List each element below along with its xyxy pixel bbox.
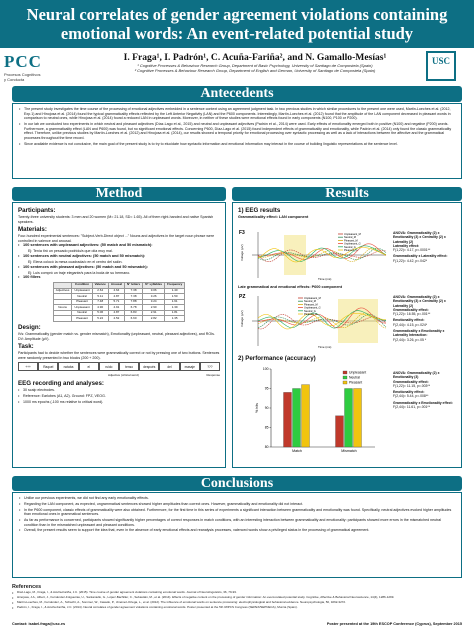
accuracy-bar — [354, 389, 362, 448]
conclusion-item: • Unlike our previous experiments, we did not find any early emotionality effects. — [19, 496, 455, 501]
accuracy-legend-label: Neutral — [349, 375, 360, 380]
table-cell: Pleasant — [72, 316, 92, 322]
lan-ylabel: Voltage (μV) — [240, 244, 244, 261]
task-text: Participants had to decide whether the sentences were grammatically correct or not by pressing one of two buttons. Sentences were randomly presented in two blocks (200 + 200). — [18, 351, 220, 360]
p600-erp-svg — [238, 293, 388, 349]
table-cell: 7.88 — [124, 299, 142, 305]
table-row — [53, 316, 185, 322]
accuracy-x-tick-label: Mismatch — [341, 449, 357, 453]
material-example: Ej: Elena colocó la mesa cuadrada/o en el centro del salón. — [28, 259, 123, 264]
eeg-item: • 1000 ms epochs (-100 ms relative to critical word). — [18, 400, 220, 405]
legend-label: Pleasant_G — [344, 249, 358, 252]
p600-xlabel: Time (ms) — [318, 345, 332, 349]
legend-label: Pleasant_G — [304, 313, 318, 316]
conclusion-item: • Overall, the present results seem to support the idea that, even in the absence of early emotional effects and reanalysis processes, valenced words show a privileged status in the processing of grammatical agreement. — [19, 528, 455, 533]
lan-plot — [238, 229, 388, 281]
eeg-item: • 30 scalp electrodes. — [18, 388, 220, 393]
table-cell: Unpleasant — [72, 288, 92, 294]
table-cell: 1.35 — [165, 316, 185, 322]
usc-logo — [426, 51, 468, 81]
table-cell: 4.90 — [92, 305, 108, 311]
eeg-results-title: 1) EEG results — [238, 207, 281, 214]
stat-heading: Emotionality effect: — [393, 318, 425, 323]
stat-heading: ANOVA: Grammaticality (2) x Emotionality (3) — [393, 371, 440, 380]
legend-label: Pleasant_M — [344, 239, 358, 243]
reference-item: • Martín-Loeches, M., Fernández, A., Schacht, A., Sommer, W., Casado, P., Jiménez-Ortega, L., et al. (2012). The influence of emotional words on sentence processing: electrophysiological and behavioral evidence. Neuropsychologia, 50, 3262-3272. — [12, 601, 462, 605]
table-header-cell: N° letters — [124, 282, 142, 288]
pcc-logo — [4, 52, 84, 82]
pcc-logo-sub2: y Conducta — [4, 77, 25, 82]
legend-label: Pleasant_M — [304, 303, 318, 307]
antecedent-item: • The present study investigates the time course of the processing of emotional adjectives embedded in a sentence context using an agreement judgment task. In two previous studies in which similar procedures to the present one were used, Martin-Loeches et al. (2012, Exp.1) and Hinojosa et al. (2014) found the typical grammaticality effects reflected by the Left Anterior Negativity (LAN) and the P600 components. Interestingly, Martín-Loeches et al. (2012) found that the amplitude of the LAN component decreased in pleasant words in comparison to neutral ones, while Hinojosa et al. (2014) found a reduced LAN in unpleasant words. Moreover, in neither of these studies were emotional effects found in early components (N100, P100 or P200). — [19, 107, 455, 121]
table-header-cell: N° syllables — [143, 282, 165, 288]
accuracy-y-tick-label: 90 — [264, 406, 269, 411]
accuracy-y-tick-label: 85 — [264, 425, 269, 430]
table-cell: 1.40 — [165, 288, 185, 294]
stat-value: F(1,22)= 4.17, p=.0001** — [393, 248, 431, 253]
material-example: Ej: Tenía tiró un pescado podrido/a que olía muy mal. — [28, 249, 113, 254]
stat-value: F(1,22)= 4.42, p=.042* — [393, 258, 428, 263]
antecedents-body — [12, 103, 462, 179]
table-cell: 5.11 — [92, 294, 108, 300]
table-cell: Nouns — [53, 305, 72, 311]
sequence-word: ruido — [99, 362, 119, 371]
table-cell: Unpleasant — [72, 305, 92, 311]
table-cell: 5.22 — [92, 316, 108, 322]
method-body — [12, 202, 226, 468]
conference-note: Poster presented at the 19th ESCOP Conference (Cyprus), September 2015 — [326, 622, 462, 626]
table-cell: 3.26 — [143, 294, 165, 300]
table-cell: Neutral — [72, 310, 92, 316]
stat-heading: Grammaticality x Laterality effect: — [393, 254, 448, 259]
lan-legend — [338, 232, 361, 252]
table-cell: 4.87 — [108, 310, 124, 316]
author-names: I. Fraga¹, I. Padrón¹, C. Acuña-Fariña², and N. Gamallo-Mesías¹ — [123, 52, 387, 63]
table-header-cell: Condition — [72, 282, 92, 288]
legend-label: Unpleasant_G — [304, 306, 321, 310]
stat-heading: Grammaticality x Emotionality x Laterality Interaction: — [393, 329, 445, 338]
performance-title: 2) Performance (accuracy) — [238, 355, 316, 362]
design-dv: DV: Amplitude (μV). — [18, 336, 50, 341]
antecedent-item: • Since available evidence is not conclusive, the main goal of the present study is to try to elucidate how syntactic information and emotional information may interact in the course of building linguistic representations at the sentence level. — [19, 142, 455, 147]
accuracy-bar — [302, 385, 310, 447]
stat-value: F(1,22)= 11.15, p=.003** — [393, 383, 431, 388]
legend-label: Unpleasant_M — [344, 233, 361, 236]
stat-value: F(2,44)= 11.61, p=.001** — [393, 405, 431, 410]
participants-text: Twenty-three university students: 3 men and 20 women (M= 21.18, SD= 1.65). All of them right-handed and native Spanish speakers. — [18, 215, 214, 224]
sequence-word: +++ — [18, 362, 38, 371]
sequence-word: del — [159, 362, 179, 371]
conclusions-body — [12, 492, 462, 578]
material-set: • 100 sentences with unpleasant adjectives: (50 match and 50 mismatch): — [18, 243, 220, 248]
stat-value: F(2,44)= 4.15, p=.024* — [393, 322, 428, 327]
accuracy-bar — [293, 389, 301, 448]
table-cell: 1.50 — [165, 294, 185, 300]
antecedents-heading: Antecedents — [12, 86, 462, 102]
conclusion-item: • As far as performance is concerned, participants showed significantly higher percentages of correct responses in match conditions, with an interesting interaction between grammaticality and emotionality: participants showed more errors in the mismatched neutral condition than in the mismatched unpleasant and pleasant conditions. — [19, 518, 455, 527]
poster-title-line1: Neural correlates of gender agreement violations containing — [26, 5, 448, 24]
table-cell: 1.39 — [165, 305, 185, 311]
accuracy-chart-svg — [253, 363, 383, 463]
task-title: Task: — [18, 343, 34, 351]
conclusion-item: • Regarding the LAN component, as expected, ungrammatical sentences showed higher amplitudes than correct ones. However, grammaticality and emotionality did not interact. — [19, 502, 455, 507]
table-cell: Pleasant — [72, 299, 92, 305]
pcc-logo-sub1: Procesos Cognitivos — [4, 72, 41, 77]
participants-title: Participants: — [18, 207, 56, 214]
table-cell: 5.06 — [92, 310, 108, 316]
table-cell: 1.81 — [165, 310, 185, 316]
table-cell: 4.91 — [108, 305, 124, 311]
results-body — [232, 202, 462, 468]
electrode-label-pz: PZ — [239, 294, 246, 300]
accuracy-legend-label: Pleasant — [349, 380, 363, 385]
accuracy-bar — [345, 389, 353, 448]
materials-text: Four-hundred experimental sentences: "Subject-Verb-Direct object ..." Nouns and adjectives in the target noun phrase were controlled in valence and arousal. — [18, 234, 215, 243]
legend-label: Unpleasant_G — [344, 242, 361, 246]
pcc-logo-text: PCC — [4, 52, 42, 71]
accuracy-y-tick-label: 100 — [262, 367, 269, 372]
p600-title: Late grammatical and emotional effects: P600 component — [238, 285, 343, 289]
design-iv: IVs: Grammaticality (gender match vs. gender mismatch), Emotionality (unpleasant, neutral, pleasant adjectives), and ROIs. — [18, 332, 215, 337]
materials-table-body — [53, 288, 185, 322]
title-band — [0, 0, 474, 48]
reference-item: • Díaz-Lago, M., Fraga, I., & Acuña-Fariña, J.C. (2015). Time course of gender agreement violations containing emotional words. Journal of Neurolinguistics, 36, 79-93. — [12, 591, 462, 595]
table-cell: 3.06 — [143, 288, 165, 294]
accuracy-y-tick-label: 80 — [264, 445, 269, 450]
accuracy-legend-swatch — [343, 376, 347, 379]
table-cell: 3.24 — [143, 299, 165, 305]
legend-label: Neutral_G — [304, 309, 316, 313]
references — [12, 584, 462, 611]
table-cell: 7.38 — [124, 288, 142, 294]
table-cell: 5.71 — [108, 299, 124, 305]
stat-value: F(2,44)= 5.44, p=.008** — [393, 394, 429, 399]
contact-email: Contact: isabel.fraga@usc.es — [12, 622, 66, 626]
lan-title: Grammaticality effect: LAN component — [238, 215, 309, 219]
eeg-item: • Reference: Earlobes (A1, A2). Ground: FPZ, VEOG. — [18, 394, 220, 399]
poster-title-line2: emotional words: An event-related potential study — [60, 24, 414, 43]
p600-plot — [238, 293, 388, 349]
authors-block — [90, 52, 420, 73]
conclusions-heading: Conclusions — [12, 476, 462, 491]
table-cell — [53, 316, 72, 322]
references-heading: References — [12, 584, 42, 590]
materials-title: Materials: — [18, 226, 47, 234]
stat-value: F(2,44)= 3.26, p=.05 * — [393, 337, 427, 342]
stat-heading: Emotionality effect: — [393, 390, 425, 395]
p600-stats — [393, 295, 457, 344]
legend-label: Neutral_G — [344, 245, 356, 249]
legend-label: Neutral_M — [344, 236, 356, 240]
trial-sequence — [18, 362, 220, 371]
results-heading: Results — [232, 187, 462, 201]
lan-stats — [393, 231, 457, 265]
stat-value: F(1,22)= 16.55, p=.001** — [393, 312, 431, 317]
accuracy-chart — [253, 363, 383, 463]
conclusion-item: • In the P600 component, classic effects of grammaticality were also obtained. Furthermore, for the first time in this series of experiments a significant interaction between grammaticality and emotionality was found. Specifically, neutral adjectives evoked higher amplitudes than emotional ones in grammatical sentences. — [19, 508, 455, 517]
accuracy-bar — [336, 416, 344, 447]
table-cell: Adjectives — [53, 288, 72, 294]
table-cell: 6.60 — [124, 316, 142, 322]
table-cell: 7.48 — [92, 299, 108, 305]
table-header-cell: Frequency — [165, 282, 185, 288]
accuracy-legend-swatch — [343, 371, 347, 374]
legend-label: Unpleasant_M — [304, 297, 321, 300]
sequence-word: el — [79, 362, 99, 371]
method-heading: Method — [12, 187, 226, 201]
table-cell: Neutral — [72, 294, 92, 300]
table-cell: 7.38 — [124, 294, 142, 300]
stat-heading: Grammaticality effect: — [393, 307, 429, 312]
table-cell: 4.52 — [108, 316, 124, 322]
p600-ylabel: Voltage (μV) — [240, 310, 244, 327]
table-cell: 2.91 — [143, 310, 165, 316]
sequence-note-critical: Adjective (critical word) — [108, 373, 139, 378]
table-cell: 2.82 — [143, 316, 165, 322]
accuracy-legend-swatch — [343, 381, 347, 384]
sequence-notes — [18, 373, 220, 378]
accuracy-bar — [284, 392, 292, 447]
table-header-cell: Valence — [92, 282, 108, 288]
affiliation-1: ¹ Cognitive Processes & Behaviour Research Group, Department of Basic Psychology, University of Santiago de Compostela (Spain) — [137, 63, 373, 68]
erp-waveform — [258, 250, 386, 262]
materials-table — [53, 282, 186, 322]
stat-heading: Grammaticality x Emotionality effect: — [393, 400, 453, 405]
lan-erp-svg — [238, 229, 388, 281]
accuracy-x-tick-label: Match — [292, 449, 302, 453]
material-set: • 100 sentences with neutral adjectives: (50 match and 50 mismatch): — [18, 254, 220, 259]
accuracy-y-tick-label: 95 — [264, 386, 269, 391]
sequence-word: ??? — [200, 362, 220, 371]
legend-label: Neutral_M — [304, 300, 316, 304]
stat-heading: ANOVA: Grammaticality (2) x Emotionality (3) x Centrality (2) x Laterality (2) — [393, 295, 446, 308]
material-set: • 100 sentences with pleasant adjectives: (50 match and 50 mismatch): — [18, 265, 220, 270]
usc-logo-text: USC — [431, 56, 450, 66]
table-cell: 6.78 — [124, 305, 142, 311]
p600-legend — [298, 296, 321, 316]
table-cell: 4.64 — [108, 288, 124, 294]
table-header-cell: Arousal — [108, 282, 124, 288]
accuracy-legend-label: Unpleasant — [349, 370, 367, 375]
material-example: Ej: Luis compró un traje elegante/s para la boda de su hermano. — [28, 270, 131, 275]
sequence-note-response: Response — [206, 373, 220, 378]
lan-xlabel: Time (ms) — [318, 277, 332, 281]
design-title: Design: — [18, 324, 41, 332]
sequence-word: notaba — [58, 362, 78, 371]
usc-logo-box — [426, 51, 456, 81]
performance-stats — [393, 371, 457, 411]
table-cell: 4.87 — [108, 294, 124, 300]
sequence-word: tenso — [119, 362, 139, 371]
lan-curves — [258, 244, 386, 262]
stat-heading: Grammaticality effect: — [393, 379, 429, 384]
eeg-title: EEG recording and analyses: — [18, 380, 104, 388]
electrode-label-f3: F3 — [239, 230, 245, 236]
table-cell: 2.64 — [92, 288, 108, 294]
sequence-word: masaje — [180, 362, 200, 371]
table-cell: 6.83 — [124, 310, 142, 316]
stat-heading: ANOVA: Grammaticality (2) x Emotionality (3) x Centrality (2) x Laterality (2) — [393, 231, 446, 244]
sequence-word: Raquel — [38, 362, 58, 371]
reference-item: • Hinojosa, J.A., Albert, J., Fernández-Folgueiras, U., Santaniello, G., López-Bachiller, C., Sebastián, M., et al. (2014). Effects of negative content on the processing of gender information: An event-related potential study. Cognitive, Affective & Behavioral Neuroscience, 14(4), 1286-1299. — [12, 596, 462, 600]
accuracy-y-label: % hits — [255, 403, 259, 413]
reference-item: • Padrón, I., Fraga, I., & Acuña-Fariña, J.C. (2014). Neural correlates of gender agreement violations containing emotional words. Poster presented at the 5th IWPCS Congress (SEPEX/SEPNECA), Murcia (Spain). — [12, 606, 462, 610]
antecedent-item: • In our lab we conducted two experiments in which neutral and pleasant adjectives (Díaz-Lago et al., 2015) and neutral and unpleasant adjectives (Padrón et al., 2014) were used. Early effects of emotionality emerged both in positive (N100) and negative (P200) words. Furthermore, a grammaticality effect (LAN and P600) was found, but no significant emotional effects. Concerning P600, Díaz-Lago et al. (2015) found independent effects of grammaticality and emotionality, while Padrón et al. (2014) only found the classic grammaticality effect. Therefore, unlike previous studies by Martín-Loeches et al. (2012) and Hinojosa et al. (2014), our results showed a temporal priority for emotional processing over syntactic processing as well as a lack of interactions between the affective and the grammatical processes throughout the time record. — [19, 122, 455, 140]
table-cell: 2.90 — [143, 305, 165, 311]
sequence-word: después — [139, 362, 159, 371]
affiliation-2: ² Cognitive Processes & Behaviour Research Group, Department of English and German, University of Santiago de Compostela (Spain) — [134, 68, 376, 73]
table-cell: 1.61 — [165, 299, 185, 305]
stat-heading: Laterality effect: — [393, 243, 420, 248]
material-set: • 100 fillers — [18, 275, 220, 280]
